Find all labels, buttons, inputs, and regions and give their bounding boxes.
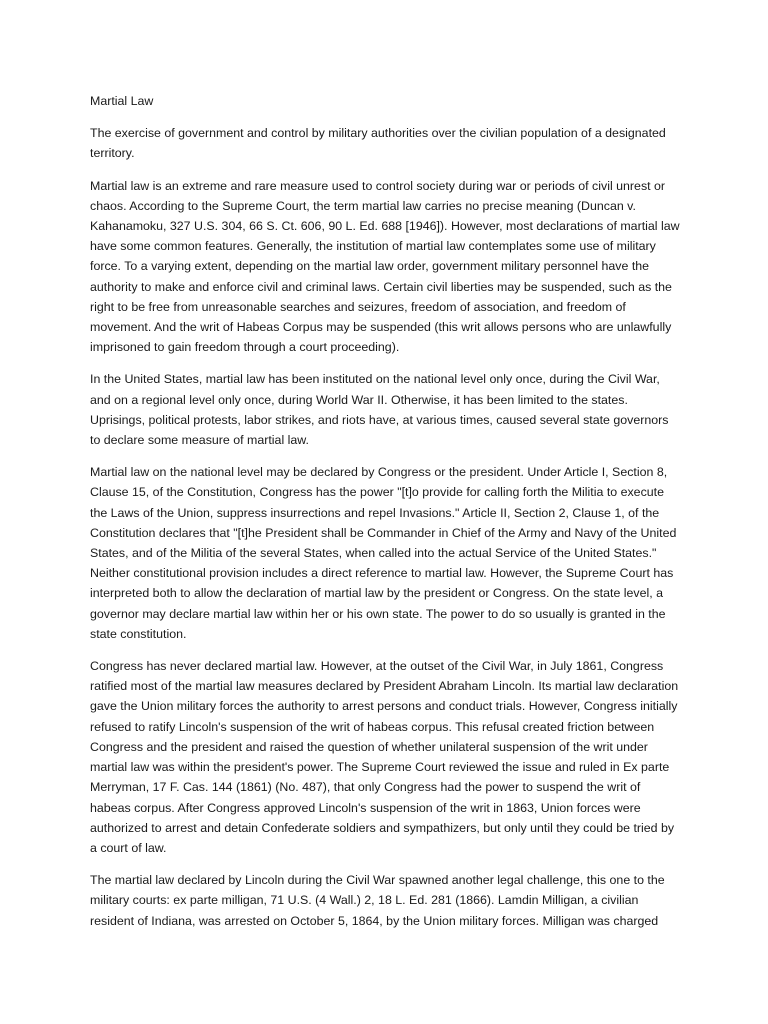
definition-paragraph: The exercise of government and control by military authorities over the civilian population of a designated territory. (90, 126, 666, 161)
body-paragraph: Martial law is an extreme and rare measure used to control society during war or periods of civil unrest or chaos. According to the Supreme Court, the term martial law carries no precise meaning (Duncan v. Kahanamoku, 327 U.S. 304, 66 S. Ct. 606, 90 L. Ed. 688 [1946]). However, most declarations of martial law have some common features. Generally, the institution of martial law contemplates some use of military force. To a varying extent, depending on the martial law order, government military personnel have the authority to make and enforce civil and criminal laws. Certain civil liberties may be suspended, such as the right to be free from unreasonable searches and seizures, freedom of association, and freedom of movement. And the writ of Habeas Corpus may be suspended (this writ allows persons who are unlawfully imprisoned to gain freedom through a court proceeding). (90, 178, 680, 355)
body-paragraph: In the United States, martial law has been instituted on the national level only once, during the Civil War, and on a regional level only once, during World War II. Otherwise, it has been limited to the states. Uprisings, political protests, labor strikes, and riots have, at various times, caused several state governors to declare some measure of martial law. (90, 372, 669, 448)
document-page (90, 91, 680, 943)
body-paragraph: The martial law declared by Lincoln during the Civil War spawned another legal challenge, this one to the military courts: ex parte milligan, 71 U.S. (4 Wall.) 2, 18 L. Ed. 281 (1866). Lamdin Milligan, a civilian resident of Indiana, was arrested on October 5, 1864, by the Union military forces. Milligan was charged (90, 873, 665, 928)
document-title: Martial Law (90, 94, 154, 108)
body-paragraph: Martial law on the national level may be declared by Congress or the president. Under Article I, Section 8, Clause 15, of the Constitution, Congress has the power "[t]o provide for calling forth the Militia to execute the Laws of the Union, suppress insurrections and repel Invasions." Article II, Section 2, Clause 1, of the Constitution declares that "[t]he President shall be Commander in Chief of the Army and Navy of the United States, and of the Militia of the several States, when called into the actual Service of the United States." Neither constitutional provision includes a direct reference to martial law. However, the Supreme Court has interpreted both to allow the declaration of martial law by the president or Congress. On the state level, a governor may declare martial law within her or his own state. The power to do so usually is granted in the state constitution. (90, 465, 677, 641)
body-paragraph: Congress has never declared martial law. However, at the outset of the Civil War, in July 1861, Congress ratified most of the martial law measures declared by President Abraham Lincoln. Its martial law declaration gave the Union military forces the authority to arrest persons and conduct trials. However, Congress initially refused to ratify Lincoln's suspension of the writ of habeas corpus. This refusal created friction between Congress and the president and raised the question of whether unilateral suspension of the writ under martial law was within the president's power. The Supreme Court reviewed the issue and ruled in Ex parte Merryman, 17 F. Cas. 144 (1861) (No. 487), that only Congress had the power to suspend the writ of habeas corpus. After Congress approved Lincoln's suspension of the writ in 1863, Union forces were authorized to arrest and detain Confederate soldiers and sympathizers, but only until they could be tried by a court of law. (90, 659, 679, 855)
